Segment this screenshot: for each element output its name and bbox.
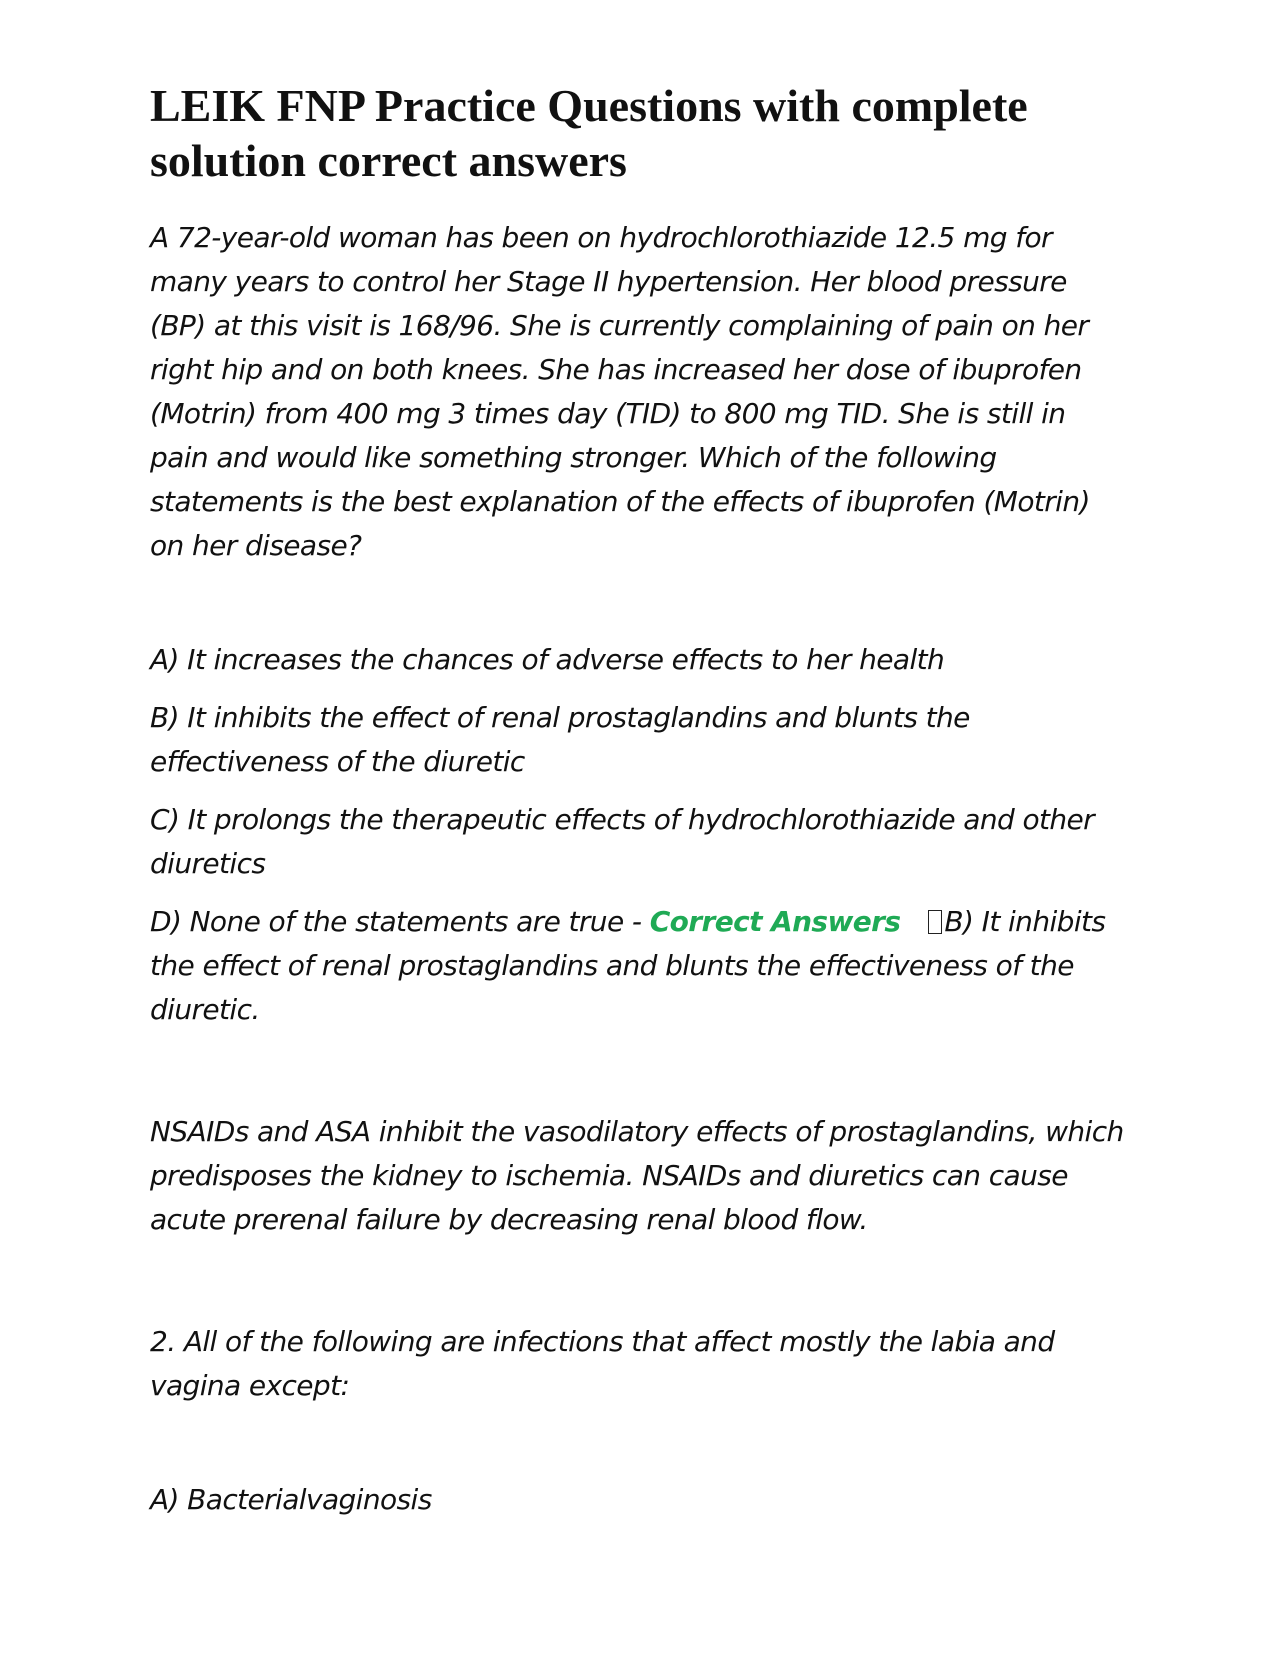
question-2-stem: 2. All of the following are infections that affect mostly the labia and vagina except: xyxy=(150,1325,1055,1402)
question-1-correct-answer: B) It inhibits the effect of renal prostaglandins and blunts the effectiveness of the diuretic. xyxy=(150,905,1106,1026)
missing-glyph-box-icon xyxy=(928,910,942,934)
question-1-option-c: C) It prolongs the therapeutic effects of hydrochlorothiazide and other diuretics xyxy=(150,803,1095,880)
question-1-option-d: D) None of the statements are true - xyxy=(150,905,650,938)
question-1-option-b: B) It inhibits the effect of renal prostaglandins and blunts the effectiveness of the diuretic xyxy=(150,701,970,778)
document-page xyxy=(150,78,1130,1522)
correct-answers-label: Correct Answers xyxy=(649,905,901,938)
question-1-option-a: A) It increases the chances of adverse effects to her health xyxy=(150,643,945,676)
question-1-stem: A 72-year-old woman has been on hydrochlorothiazide 12.5 mg for many years to control her Stage II hypertension. Her blood pressure (BP) at this visit is 168/96. She is currently complaining of pain on her right hip and on both knees. She has increased her dose of ibuprofen (Motrin) from 400 mg 3 times day (TID) to 800 mg TID. She is still in pain and would like something stronger. Which of the following statements is the best explanation of the effects of ibuprofen (Motrin) on her disease? xyxy=(150,221,1090,562)
question-2-option-a: A) Bacterialvaginosis xyxy=(150,1483,432,1516)
document-title: LEIK FNP Practice Questions with complete solution correct answers xyxy=(150,80,1028,186)
question-1-rationale: NSAIDs and ASA inhibit the vasodilatory effects of prostaglandins, which predisposes the kidney to ischemia. NSAIDs and diuretics can cause acute prerenal failure by decreasing renal blood flow. xyxy=(150,1115,1124,1236)
question-1-option-d-with-answer xyxy=(150,900,1130,1032)
